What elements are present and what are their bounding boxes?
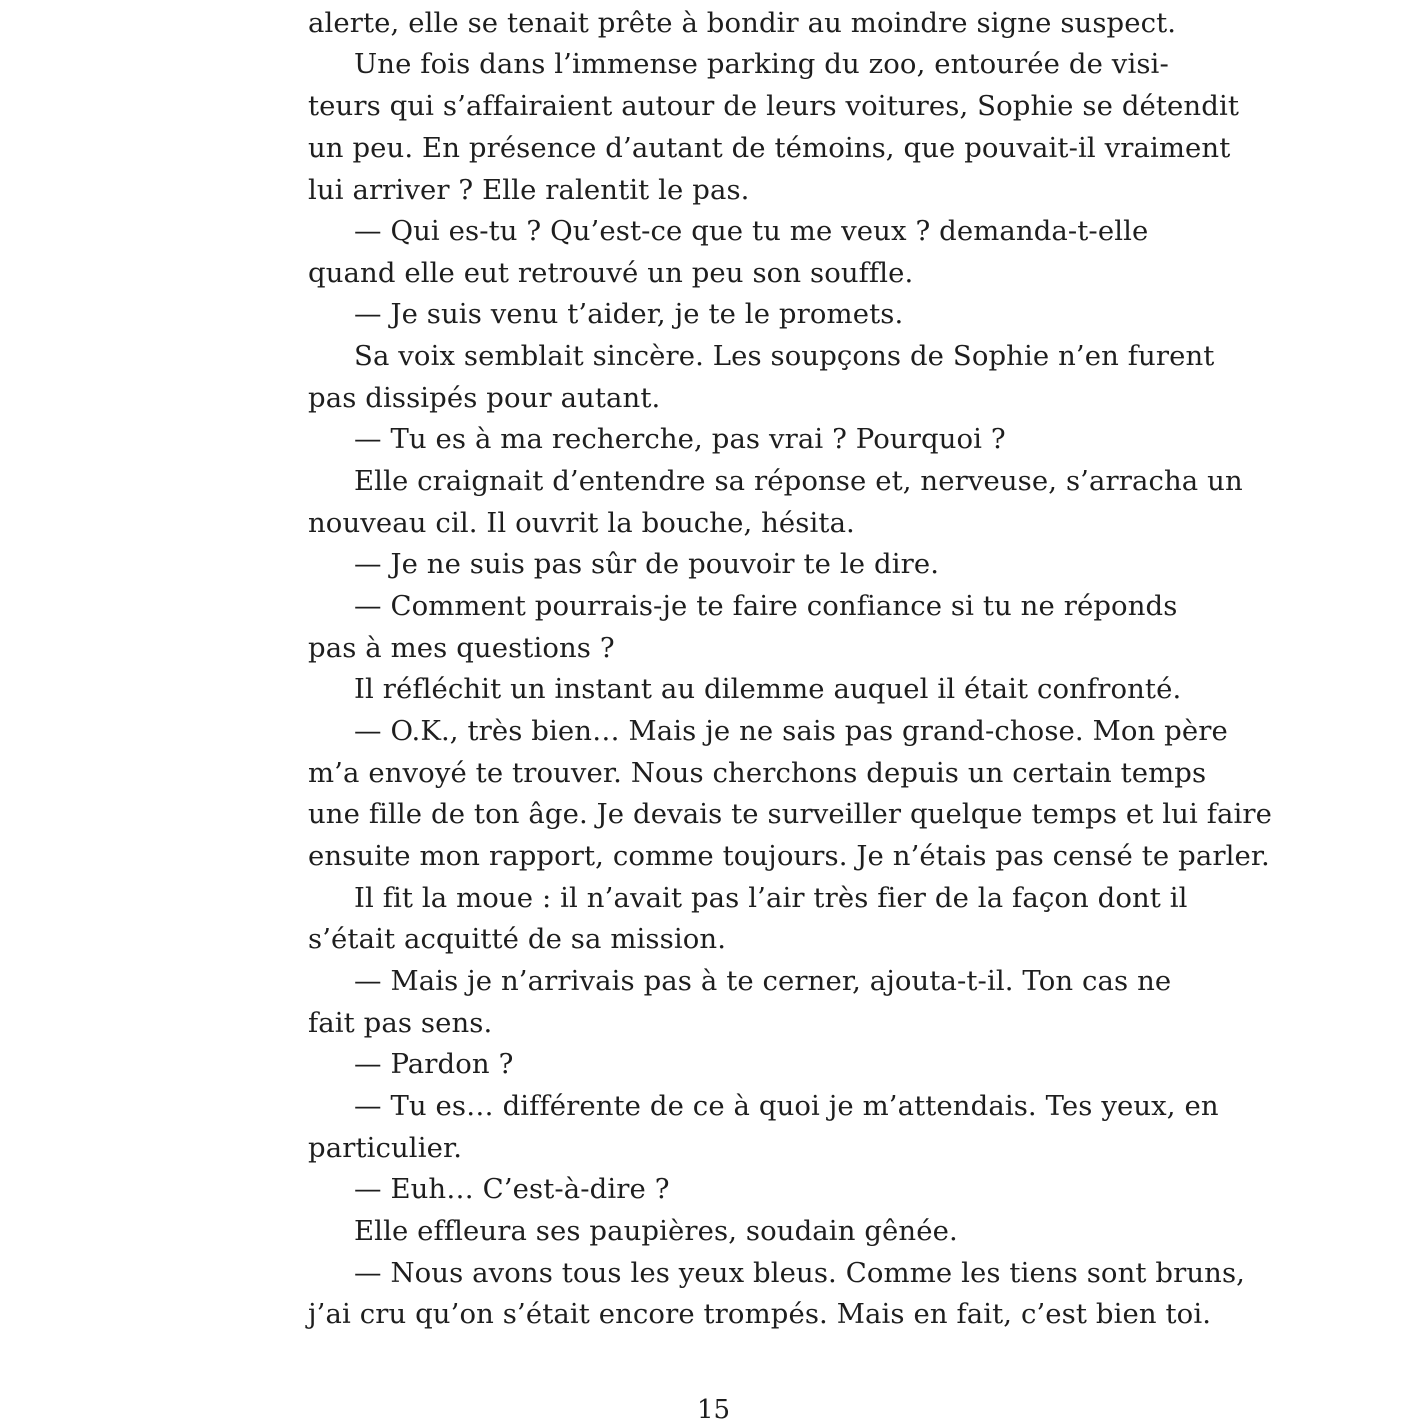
text-line: m’a envoyé te trouver. Nous cherchons depuis un certain temps <box>308 757 1207 789</box>
text-line: — Je ne suis pas sûr de pouvoir te le dire. <box>354 548 940 580</box>
text-line: — Nous avons tous les yeux bleus. Comme les tiens sont bruns, <box>354 1257 1246 1289</box>
text-line: alerte, elle se tenait prête à bondir au moindre signe suspect. <box>308 7 1177 39</box>
text-line: teurs qui s’affairaient autour de leurs voitures, Sophie se détendit <box>308 90 1239 122</box>
text-line: une fille de ton âge. Je devais te surveiller quelque temps et lui faire <box>308 798 1273 830</box>
text-line: pas dissipés pour autant. <box>308 382 661 414</box>
text-line: — Qui es-tu ? Qu’est-ce que tu me veux ? demanda-t-elle <box>354 215 1149 247</box>
text-line: Elle craignait d’entendre sa réponse et, nerveuse, s’arracha un <box>354 465 1243 497</box>
text-line: — Euh… C’est-à-dire ? <box>354 1173 670 1205</box>
text-line: Elle effleura ses paupières, soudain gênée. <box>354 1215 958 1247</box>
text-line: — Tu es à ma recherche, pas vrai ? Pourquoi ? <box>354 423 1006 455</box>
text-line: lui arriver ? Elle ralentit le pas. <box>308 174 750 206</box>
text-line: particulier. <box>308 1132 463 1164</box>
text-line: Sa voix semblait sincère. Les soupçons de Sophie n’en furent <box>354 340 1215 372</box>
text-line: — Mais je n’arrivais pas à te cerner, ajouta-t-il. Ton cas ne <box>354 965 1172 997</box>
text-line: pas à mes questions ? <box>308 632 615 664</box>
text-line: — O.K., très bien… Mais je ne sais pas grand-chose. Mon père <box>354 715 1228 747</box>
text-line: quand elle eut retrouvé un peu son souffle. <box>308 257 914 289</box>
text-line: — Pardon ? <box>354 1048 514 1080</box>
text-line: Il fit la moue : il n’avait pas l’air très fier de la façon dont il <box>354 882 1188 914</box>
text-line: — Je suis venu t’aider, je te le promets. <box>354 298 904 330</box>
text-line: un peu. En présence d’autant de témoins, que pouvait-il vraiment <box>308 132 1231 164</box>
text-line: s’était acquitté de sa mission. <box>308 923 727 955</box>
text-line: fait pas sens. <box>308 1007 493 1039</box>
text-line: j’ai cru qu’on s’était encore trompés. Mais en fait, c’est bien toi. <box>308 1298 1212 1330</box>
text-line: ensuite mon rapport, comme toujours. Je n’étais pas censé te parler. <box>308 840 1270 872</box>
page-number: 15 <box>696 1395 731 1425</box>
text-line: Une fois dans l’immense parking du zoo, entourée de visi- <box>354 48 1169 80</box>
text-line: — Comment pourrais-je te faire confiance si tu ne réponds <box>354 590 1178 622</box>
text-line: — Tu es… différente de ce à quoi je m’attendais. Tes yeux, en <box>354 1090 1219 1122</box>
text-line: nouveau cil. Il ouvrit la bouche, hésita. <box>308 507 855 539</box>
text-line: Il réfléchit un instant au dilemme auquel il était confronté. <box>354 673 1182 705</box>
